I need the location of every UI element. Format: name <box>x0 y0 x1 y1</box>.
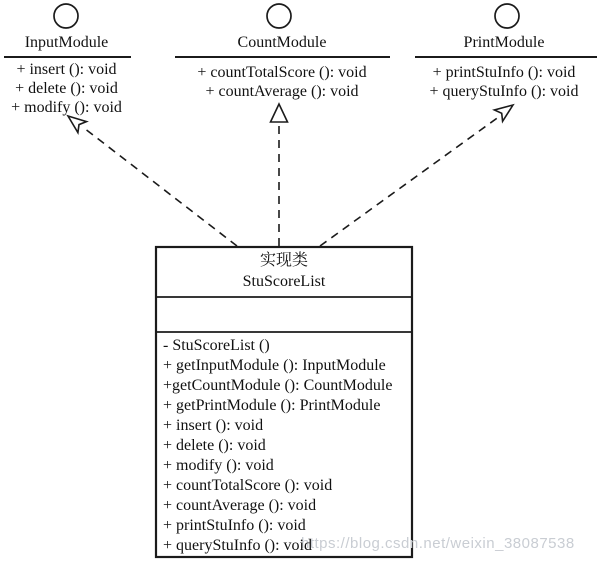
class-method: + getInputModule (): InputModule <box>163 357 386 374</box>
class-stereotype: 实现类 <box>259 252 308 269</box>
class-method: +getCountModule (): CountModule <box>163 377 393 394</box>
interface-circle-countmodule <box>267 4 291 28</box>
interface-method: + countAverage (): void <box>205 83 359 100</box>
watermark-url: https://blog.csdn.net/weixin_38087538 <box>301 535 575 552</box>
class-method: + getPrintModule (): PrintModule <box>163 397 381 414</box>
interface-circle-inputmodule <box>54 4 78 28</box>
arrowhead-printmodule <box>494 105 513 121</box>
interface-method: + printStuInfo (): void <box>432 64 576 81</box>
class-method: + modify (): void <box>163 457 274 474</box>
arrowhead-countmodule <box>271 104 288 122</box>
realization-line-printmodule <box>320 116 500 246</box>
interface-inputmodule <box>0 33 133 117</box>
arrowhead-inputmodule <box>68 116 87 133</box>
class-method: + delete (): void <box>163 437 266 454</box>
realization-line-inputmodule <box>84 128 237 246</box>
interface-name: InputModule <box>24 34 109 51</box>
class-method: + countAverage (): void <box>163 497 317 514</box>
class-name: StuScoreList <box>242 273 326 290</box>
class-header <box>157 251 411 291</box>
interface-method: + insert (): void <box>16 61 117 78</box>
interface-name: CountModule <box>237 34 327 51</box>
class-method: + insert (): void <box>163 417 264 434</box>
class-method: - StuScoreList () <box>163 337 270 354</box>
interface-method: + delete (): void <box>15 80 118 97</box>
interface-printmodule <box>402 33 600 101</box>
interface-method: + countTotalScore (): void <box>197 64 367 81</box>
class-method: + printStuInfo (): void <box>163 517 306 534</box>
class-method: + countTotalScore (): void <box>163 477 333 494</box>
class-methods-compartment <box>163 336 411 556</box>
interface-countmodule <box>172 33 392 101</box>
interface-name: PrintModule <box>463 34 545 51</box>
class-method: + queryStuInfo (): void <box>163 537 312 554</box>
interface-circle-printmodule <box>495 4 519 28</box>
interface-method: + queryStuInfo (): void <box>429 83 579 100</box>
interface-method: + modify (): void <box>11 99 122 116</box>
